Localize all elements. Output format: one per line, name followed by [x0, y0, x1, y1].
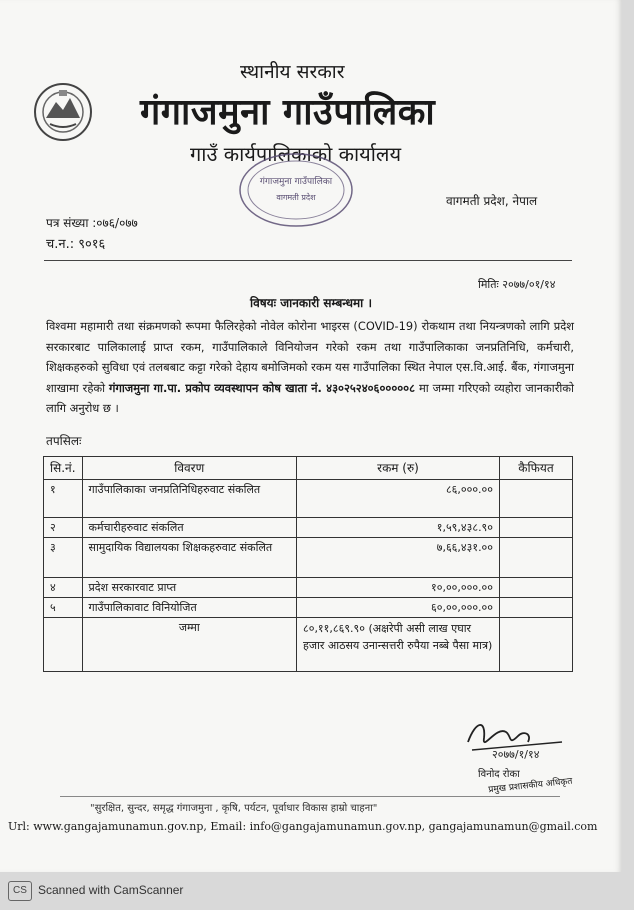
total-label: जम्मा	[82, 618, 296, 672]
province-label: वागमती प्रदेश, नेपाल	[446, 194, 538, 208]
header-sn: सि.नं.	[44, 457, 83, 480]
body-text-2: मा जम्मा गरिएको व्यहोरा जानकारीको लागि अनुरोध छ ।	[46, 380, 575, 415]
row-sn: १	[44, 480, 83, 518]
row-amount: ६०,००,०००.००	[297, 598, 500, 618]
header-office-name: गाउँ कार्यपालिकाको कार्यालय	[190, 142, 402, 166]
signature-icon	[462, 712, 572, 764]
table-row	[44, 518, 573, 538]
row-amount: ८६,०००.००	[297, 480, 500, 518]
header-description: विवरण	[82, 457, 296, 480]
header-municipality-name: गंगाजमुना गाउँपालिका	[140, 92, 436, 133]
dispatch-number: च.न.: ९०१६	[46, 237, 106, 252]
letter-body	[46, 316, 574, 419]
signer-name: विनोद रोका	[478, 769, 520, 780]
row-description: सामुदायिक विद्यालयका शिक्षकहरुवाट संकलित	[82, 538, 296, 578]
details-label: तपसिलः	[46, 434, 82, 448]
row-remark	[500, 578, 573, 598]
row-sn: ४	[44, 578, 83, 598]
row-description: गाउँपालिकावाट विनियोजित	[82, 598, 296, 618]
footer-divider	[60, 796, 560, 797]
row-sn: ५	[44, 598, 83, 618]
header-local-govt: स्थानीय सरकार	[240, 61, 345, 83]
table-row	[44, 538, 573, 578]
svg-text:वागमती प्रदेश: वागमती प्रदेश	[276, 193, 316, 202]
row-description: प्रदेश सरकारवाट प्राप्त	[82, 578, 296, 598]
official-stamp-icon	[236, 150, 356, 230]
row-remark	[500, 518, 573, 538]
contact-footer: Url: www.gangajamunamun.gov.np, Email: info@gangajamunamun.gov.np, gangajamunamun@gmail.com	[8, 820, 598, 833]
row-sn: २	[44, 518, 83, 538]
table-row	[44, 598, 573, 618]
row-sn-empty	[44, 618, 83, 672]
svg-text:गंगाजमुना गाउँपालिका: गंगाजमुना गाउँपालिका	[259, 177, 333, 187]
divider	[44, 260, 572, 261]
row-remark	[500, 480, 573, 518]
row-amount: १,५९,४३८.९०	[297, 518, 500, 538]
table-header-row	[44, 457, 573, 480]
table-total-row	[44, 618, 573, 672]
header-remarks: कैफियत	[500, 457, 573, 480]
total-amount: ८०,११,८६९.९० (अक्षरेपी असी लाख एघार हजार आठसय उनान्सत्तरी रुपैया नब्बे पैसा मात्र)	[297, 618, 500, 672]
row-remark-empty	[500, 618, 573, 672]
row-description: गाउँपालिकाका जनप्रतिनिधिहरुवाट संकलित	[82, 480, 296, 518]
body-text-1: विश्वमा महामारी तथा संक्रमणको रूपमा फैलिरहेको नोवेल कोरोना भाइरस (COVID-19) रोकथाम तथा नियन्त्रणको लागि प्रदेश सरकारबाट पालिकालाई प्राप्त रकम, गाउँपालिकाले विनियोजन गरेको रकम तथा गाउँपालिकाका जनप्रतिनिधि, कर्मचारी, शिक्षकहरुको सुविधा एवं तलबबाट कट्टा गरेको देहाय बमोजिमको रकम यस गाउँपालिका स्थित नेपाल एस.वि.आई. बैंक, गंगाजमुना शाखामा रहेको	[46, 319, 574, 395]
row-remark	[500, 538, 573, 578]
subject-line: विषयः जानकारी सम्बन्धमा ।	[249, 296, 373, 310]
signature-date: २०७७/१/१४	[492, 748, 540, 761]
row-remark	[500, 598, 573, 618]
amount-table	[43, 456, 573, 672]
body-account-info: गंगाजमुना गा.पा. प्रकोप व्यवस्थापन कोष खाता नं. ४३०२५२४०६०००००८	[109, 380, 416, 395]
letter-date: मितिः २०७७/०१/१४	[478, 278, 556, 291]
table-row	[44, 578, 573, 598]
letter-number: पत्र संख्या :०७६/०७७	[46, 216, 138, 230]
motto: "सुरक्षित, सुन्दर, समृद्ध गंगाजमुना , कृषि, पर्यटन, पूर्वाधार विकास हाम्रो चाहना"	[90, 803, 378, 814]
camscanner-logo-icon: CS	[8, 881, 32, 901]
row-amount: ७,६६,४३१.००	[297, 538, 500, 578]
scanner-watermark: Scanned with CamScanner	[38, 883, 184, 897]
row-amount: १०,००,०००.००	[297, 578, 500, 598]
signer-title: प्रमुख प्रशासकीय अधिकृत	[487, 776, 573, 796]
table-row	[44, 480, 573, 518]
row-description: कर्मचारीहरुवाट संकलित	[82, 518, 296, 538]
header-amount: रकम (रु)	[297, 457, 500, 480]
municipality-emblem-icon	[32, 82, 94, 142]
row-sn: ३	[44, 538, 83, 578]
